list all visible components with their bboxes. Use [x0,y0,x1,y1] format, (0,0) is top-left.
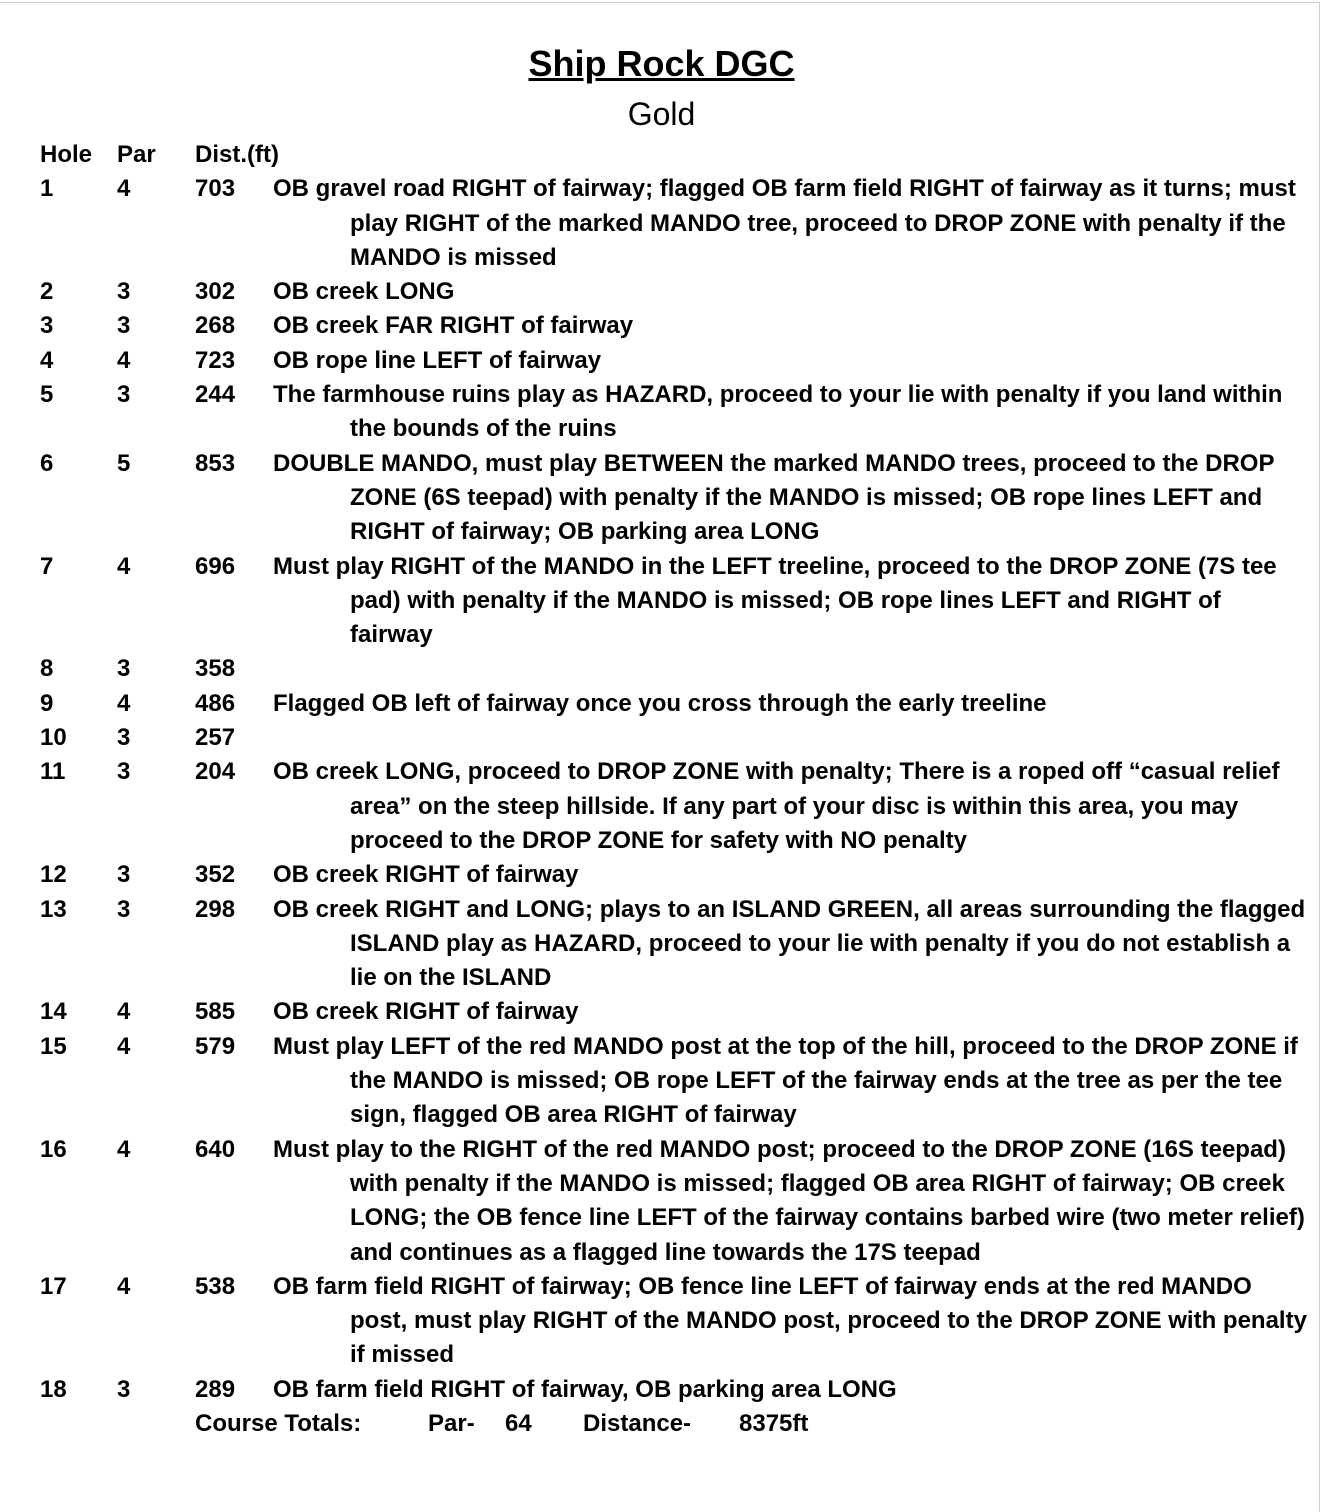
totals-label: Course Totals: [195,1409,362,1437]
table-row [40,1270,1310,1373]
hole-par: 4 [117,552,131,580]
hole-notes: OB creek LONG [273,278,455,306]
table-row [40,687,1310,721]
hole-par: 4 [117,998,131,1026]
totals-distance-value: 8375ft [739,1409,809,1437]
hole-number: 13 [40,895,67,923]
hole-par: 4 [117,689,131,717]
table-row [40,344,1310,378]
hole-notes [350,652,1310,686]
table-row [40,893,1310,996]
hole-number: 18 [40,1375,67,1403]
table-row [40,755,1310,858]
hole-distance: 289 [195,1375,236,1403]
hole-par: 3 [117,861,131,889]
hole-notes: The farmhouse ruins play as HAZARD, proceed to your lie with penalty if you land within the bounds of the ruins [273,381,1283,443]
hole-number: 14 [40,998,67,1026]
hole-number: 17 [40,1272,67,1300]
hole-par: 4 [117,1272,131,1300]
hole-par: 3 [117,895,131,923]
hole-notes: Must play LEFT of the red MANDO post at the top of the hill, proceed to the DROP ZONE if the MANDO is missed; OB rope LEFT of the fairway ends at the tree as per the tee sign, flagged OB area RIGHT of fairway [273,1032,1298,1129]
hole-number: 15 [40,1032,67,1060]
table-row [40,309,1310,343]
header-dist: Dist.(ft) [195,141,279,168]
hole-distance: 302 [195,278,236,306]
hole-notes: DOUBLE MANDO, must play BETWEEN the marked MANDO trees, proceed to the DROP ZONE (6S teepad) with penalty if the MANDO is missed; OB rope lines LEFT and RIGHT of fairway; OB parking area LONG [273,449,1275,546]
hole-distance: 268 [195,312,236,340]
hole-distance: 696 [195,552,236,580]
table-row [40,1373,1310,1407]
table-row [40,447,1310,550]
hole-notes: OB rope line LEFT of fairway [273,346,602,374]
hole-distance: 723 [195,346,236,374]
table-row [40,1030,1310,1133]
hole-notes: OB gravel road RIGHT of fairway; flagged OB farm field RIGHT of fairway as it turns; must play RIGHT of the marked MANDO tree, proceed to DROP ZONE with penalty if the MANDO is missed [273,175,1296,271]
hole-notes: Must play to the RIGHT of the red MANDO post; proceed to the DROP ZONE (16S teepad) with penalty if the MANDO is missed; flagged OB area RIGHT of fairway; OB creek LONG; the OB fence line LEFT of the fairway contains barbed wire (two meter relief) and continues as a flagged line towards the 17S teepad [273,1135,1305,1266]
hole-par: 3 [117,1375,131,1403]
hole-number: 9 [40,689,54,717]
table-row [40,1133,1310,1270]
hole-par: 4 [117,1135,131,1163]
hole-distance: 538 [195,1272,236,1300]
hole-number: 5 [40,381,54,409]
hole-number: 16 [40,1135,67,1163]
hole-distance: 204 [195,758,236,786]
hole-notes: OB creek FAR RIGHT of fairway [273,312,634,340]
hole-distance: 244 [195,381,236,409]
hole-distance: 298 [195,895,236,923]
hole-par: 3 [117,312,131,340]
hole-distance: 358 [195,655,236,683]
hole-distance: 486 [195,689,236,717]
hole-par: 5 [117,449,131,477]
hole-notes: Must play RIGHT of the MANDO in the LEFT treeline, proceed to the DROP ZONE (7S tee pad) with penalty if the MANDO is missed; OB rope lines LEFT and RIGHT of fairway [273,552,1277,649]
hole-notes: OB creek LONG, proceed to DROP ZONE with penalty; There is a roped off “casual relief area” on the steep hillside. If any part of your disc is within this area, you may proceed to the DROP ZONE for safety with NO penalty [273,758,1280,854]
header-hole: Hole [40,141,93,168]
hole-number: 10 [40,724,67,752]
hole-par: 4 [117,1032,131,1060]
hole-notes: Flagged OB left of fairway once you cross through the early treeline [273,689,1047,717]
table-row [40,652,1310,686]
hole-distance: 640 [195,1135,236,1163]
table-header [40,138,1310,172]
hole-notes: OB creek RIGHT of fairway [273,861,579,889]
hole-distance: 703 [195,175,236,203]
hole-distance: 579 [195,1032,236,1060]
hole-number: 3 [40,312,54,340]
hole-par: 3 [117,758,131,786]
hole-table [40,138,1310,1441]
hole-number: 4 [40,346,54,374]
hole-number: 8 [40,655,54,683]
page-title: Ship Rock DGC [528,43,795,84]
hole-par: 3 [117,655,131,683]
hole-notes: OB creek RIGHT of fairway [273,998,579,1026]
hole-notes: OB creek RIGHT and LONG; plays to an ISLAND GREEN, all areas surrounding the flagged ISLAND play as HAZARD, proceed to your lie with penalty if you do not establish a lie on the ISLAND [273,895,1306,992]
table-row [40,721,1310,755]
hole-rows [40,172,1310,1407]
hole-par: 3 [117,724,131,752]
table-row [40,172,1310,275]
hole-number: 7 [40,552,54,580]
hole-number: 6 [40,449,54,477]
hole-par: 3 [117,278,131,306]
table-row [40,378,1310,447]
table-row [40,550,1310,653]
header-par: Par [117,141,156,168]
hole-distance: 352 [195,861,236,889]
hole-number: 12 [40,861,67,889]
table-row [40,275,1310,309]
hole-distance: 585 [195,998,236,1026]
hole-number: 11 [40,758,66,786]
hole-distance: 853 [195,449,236,477]
hole-notes: OB farm field RIGHT of fairway; OB fence line LEFT of fairway ends at the red MANDO post, must play RIGHT of the MANDO post, proceed to the DROP ZONE with penalty if missed [273,1272,1307,1369]
totals-par-label: Par- [428,1409,475,1437]
hole-notes: OB farm field RIGHT of fairway, OB parking area LONG [273,1375,897,1403]
hole-distance: 257 [195,724,236,752]
hole-number: 2 [40,278,54,306]
table-row [40,995,1310,1029]
hole-notes [350,721,1310,755]
totals-par-value: 64 [505,1409,532,1437]
course-layout-name: Gold [627,96,696,132]
hole-par: 4 [117,346,131,374]
hole-par: 4 [117,175,131,203]
hole-number: 1 [40,175,54,203]
course-totals [40,1407,1310,1441]
table-row [40,858,1310,892]
hole-par: 3 [117,381,131,409]
totals-distance-label: Distance- [583,1409,692,1437]
